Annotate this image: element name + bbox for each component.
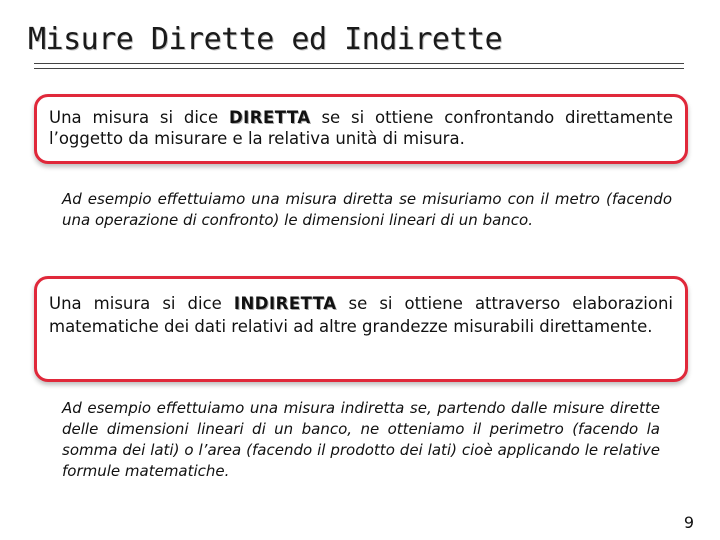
title-underline [34, 63, 684, 69]
indirect-keyword: INDIRETTA [233, 294, 337, 313]
indirect-text-after: se si ottiene attraverso elaborazioni matematiche dei dati relativi ad altre grandezze misurabili direttamente. [49, 294, 674, 336]
indirect-example: Ad esempio effettuiamo una misura indiretta se, partendo dalle misure dirette delle dimensioni lineari di un banco, ne otteniamo il perimetro (facendo la somma dei lati) o l’area (facendo il prodotto dei lati) cioè applicando le relative formule matematiche. [62, 399, 660, 480]
indirect-definition-box [34, 276, 688, 382]
page-number: 9 [683, 513, 694, 532]
indirect-definition [49, 292, 673, 338]
direct-definition-box [34, 94, 688, 164]
direct-example: Ad esempio effettuiamo una misura diretta se misuriamo con il metro (facendo una operazione di confronto) le dimensioni lineari di un banco. [62, 190, 672, 229]
direct-definition [49, 107, 673, 149]
direct-text-before: Una misura si dice [49, 108, 229, 127]
direct-text-after: se si ottiene confrontando direttamente l’oggetto da misurare e la relativa unità di misura. [49, 108, 673, 148]
direct-keyword: DIRETTA [228, 108, 311, 127]
indirect-text-before: Una misura si dice [49, 294, 234, 313]
slide-title: Misure Dirette ed Indirette [28, 22, 503, 57]
